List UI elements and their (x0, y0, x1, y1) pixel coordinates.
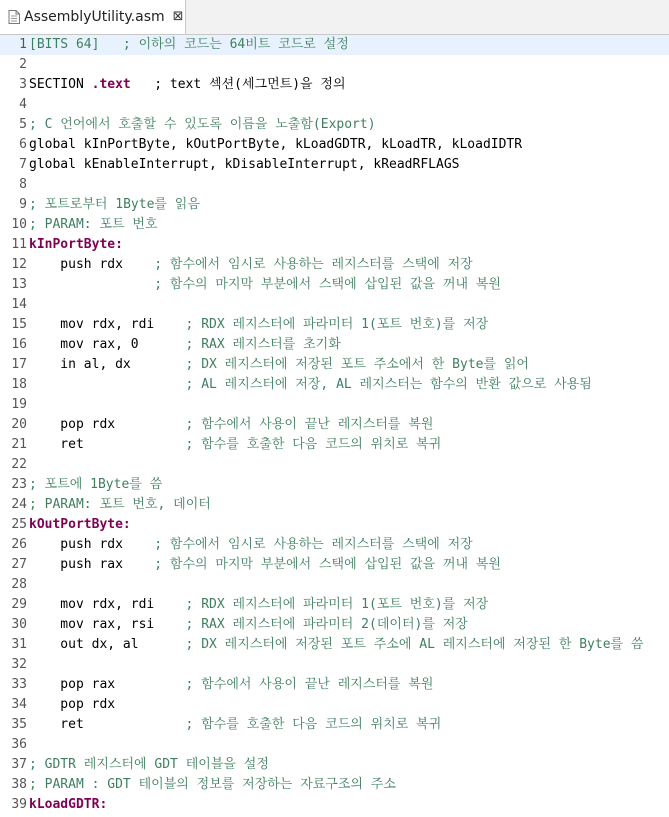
line-number: 23 (11, 477, 27, 492)
code-comment: ; PARAM : GDT 테이블의 정보를 저장하는 자료구조의 주소 (29, 777, 396, 792)
close-icon[interactable]: ⊠ (172, 9, 184, 24)
code-text (29, 675, 669, 695)
code-text (29, 475, 669, 495)
code-line[interactable] (0, 235, 669, 255)
line-number: 7 (19, 157, 27, 172)
code-comment: ; PARAM: 포트 번호, 데이터 (29, 497, 211, 512)
code-text (29, 715, 669, 735)
line-number: 16 (11, 337, 27, 352)
code-line[interactable] (0, 415, 669, 435)
code-line[interactable] (0, 455, 669, 475)
line-number: 29 (11, 597, 27, 612)
code-comment: ; C 언어에서 호출할 수 있도록 이름을 노출함(Export) (29, 117, 376, 132)
code-token (29, 277, 154, 292)
code-token: in al, dx (29, 357, 186, 372)
tab-title: AssemblyUtility.asm (24, 9, 165, 25)
code-line[interactable] (0, 535, 669, 555)
code-token: mov rax, 0 (29, 337, 186, 352)
code-token (29, 377, 186, 392)
code-line[interactable] (0, 475, 669, 495)
code-text (29, 175, 669, 195)
code-token: global kInPortByte, kOutPortByte, kLoadGDTR, kLoadTR, kLoadIDTR (29, 137, 523, 152)
code-text (29, 235, 669, 255)
code-label: kInPortByte: (29, 237, 123, 252)
code-comment: ; 포트로부터 1Byte를 읽음 (29, 197, 200, 212)
line-number: 9 (19, 197, 27, 212)
code-line[interactable] (0, 555, 669, 575)
line-number: 37 (11, 757, 27, 772)
code-text (29, 155, 669, 175)
line-number: 21 (11, 437, 27, 452)
code-token: mov rax, rsi (29, 617, 186, 632)
code-token: pop rax (29, 677, 186, 692)
code-line[interactable] (0, 635, 669, 655)
code-comment: ; 함수의 마지막 부분에서 스택에 삽입된 값을 꺼내 복원 (154, 277, 501, 292)
code-text (29, 495, 669, 515)
code-line[interactable] (0, 795, 669, 815)
line-number: 22 (11, 457, 27, 472)
code-comment: ; DX 레지스터에 저장된 포트 주소에 AL 레지스터에 저장된 한 Byte를 씀 (185, 637, 644, 652)
code-token: pop rdx (29, 417, 186, 432)
code-keyword: .text (91, 77, 131, 92)
code-line[interactable] (0, 55, 669, 75)
line-number: 8 (19, 177, 27, 192)
line-number: 35 (11, 717, 27, 732)
code-text (29, 555, 669, 575)
code-line[interactable] (0, 175, 669, 195)
code-text (29, 535, 669, 555)
line-number: 36 (11, 737, 27, 752)
line-number: 3 (19, 77, 27, 92)
code-text (29, 255, 669, 275)
code-comment: ; 함수에서 사용이 끝난 레지스터를 복원 (185, 417, 434, 432)
line-number: 26 (11, 537, 27, 552)
line-number: 5 (19, 117, 27, 132)
code-token: push rax (29, 557, 155, 572)
code-line[interactable] (0, 515, 669, 535)
code-comment: ; 함수를 호출한 다음 코드의 위치로 복귀 (185, 437, 442, 452)
code-token: SECTION (29, 77, 92, 92)
code-text (29, 515, 669, 535)
line-number: 1 (19, 37, 27, 52)
code-comment: ; 함수에서 사용이 끝난 레지스터를 복원 (185, 677, 434, 692)
code-text (29, 795, 669, 815)
code-line[interactable] (0, 195, 669, 215)
code-text (29, 315, 669, 335)
code-text (29, 95, 669, 115)
code-token: ret (29, 717, 186, 732)
code-token: push rdx (29, 257, 155, 272)
line-number: 17 (11, 357, 27, 372)
code-line[interactable] (0, 615, 669, 635)
line-number: 13 (11, 277, 27, 292)
code-line[interactable] (0, 335, 669, 355)
line-number: 34 (11, 697, 27, 712)
line-number: 14 (11, 297, 27, 312)
line-number: 28 (11, 577, 27, 592)
code-comment: ; PARAM: 포트 번호 (29, 217, 158, 232)
code-comment: ; 함수에서 임시로 사용하는 레지스터를 스택에 저장 (154, 537, 473, 552)
line-number: 30 (11, 617, 27, 632)
code-comment: ; RAX 레지스터에 파라미터 2(데이터)를 저장 (185, 617, 468, 632)
code-text (29, 215, 669, 235)
code-line[interactable] (0, 675, 669, 695)
code-text (29, 655, 669, 675)
code-comment: ; 함수에서 임시로 사용하는 레지스터를 스택에 저장 (154, 257, 473, 272)
code-text (29, 115, 669, 135)
code-text (29, 735, 669, 755)
code-text (29, 755, 669, 775)
code-text (29, 695, 669, 715)
line-number: 32 (11, 657, 27, 672)
code-text (29, 615, 669, 635)
code-text (29, 375, 669, 395)
code-comment: ; AL 레지스터에 저장, AL 레지스터는 함수의 반환 값으로 사용됨 (185, 377, 592, 392)
code-line[interactable] (0, 115, 669, 135)
code-token: ret (29, 437, 186, 452)
code-line[interactable] (0, 95, 669, 115)
line-number: 31 (11, 637, 27, 652)
code-token: global kEnableInterrupt, kDisableInterrupt, kReadRFLAGS (29, 157, 460, 172)
code-token: push rdx (29, 537, 155, 552)
code-text (29, 335, 669, 355)
line-number: 24 (11, 497, 27, 512)
code-line[interactable] (0, 735, 669, 755)
code-line[interactable] (0, 775, 669, 795)
line-number: 27 (11, 557, 27, 572)
code-text (29, 55, 669, 75)
code-label: kLoadGDTR: (29, 797, 108, 812)
code-comment: ; 함수를 호출한 다음 코드의 위치로 복귀 (185, 717, 442, 732)
tab-assembly-utility[interactable] (0, 0, 186, 34)
code-comment: ; 포트에 1Byte를 씀 (29, 477, 163, 492)
line-number: 39 (11, 797, 27, 812)
code-line[interactable] (0, 135, 669, 155)
code-line[interactable] (0, 715, 669, 735)
line-number: 4 (19, 97, 27, 112)
line-number: 12 (11, 257, 27, 272)
code-comment: ; RDX 레지스터에 파라미터 1(포트 번호)를 저장 (185, 597, 489, 612)
code-text (29, 275, 669, 295)
code-comment: [BITS 64] ; 이하의 코드는 64비트 코드로 설정 (29, 37, 349, 52)
code-line[interactable] (0, 255, 669, 275)
code-editor[interactable] (0, 35, 669, 817)
code-line[interactable] (0, 395, 669, 415)
code-token: out dx, al (29, 637, 186, 652)
editor-tab-bar (0, 0, 669, 35)
line-number: 18 (11, 377, 27, 392)
code-line[interactable] (0, 575, 669, 595)
line-number: 6 (19, 137, 27, 152)
line-number: 15 (11, 317, 27, 332)
line-number: 10 (11, 217, 27, 232)
code-text (29, 295, 669, 315)
code-comment: ; RAX 레지스터를 초기화 (185, 337, 341, 352)
code-line[interactable] (0, 435, 669, 455)
code-text (29, 635, 669, 655)
code-token: ; text 섹션(세그먼트)을 정의 (130, 77, 346, 92)
code-text (29, 455, 669, 475)
code-line[interactable] (0, 755, 669, 775)
code-text (29, 75, 669, 95)
line-number: 2 (19, 57, 27, 72)
code-line[interactable] (0, 595, 669, 615)
line-number: 33 (11, 677, 27, 692)
code-comment: ; 함수의 마지막 부분에서 스택에 삽입된 값을 꺼내 복원 (154, 557, 501, 572)
code-line[interactable] (0, 315, 669, 335)
code-line[interactable] (0, 655, 669, 675)
code-line[interactable] (0, 495, 669, 515)
code-line[interactable] (0, 295, 669, 315)
code-token: mov rdx, rdi (29, 597, 186, 612)
code-token: pop rdx (29, 697, 116, 712)
code-text (29, 435, 669, 455)
line-number: 20 (11, 417, 27, 432)
line-number: 25 (11, 517, 27, 532)
code-line[interactable] (0, 75, 669, 95)
code-text (29, 595, 669, 615)
code-token: mov rdx, rdi (29, 317, 186, 332)
code-text (29, 195, 669, 215)
code-line[interactable] (0, 215, 669, 235)
code-text (29, 415, 669, 435)
code-comment: ; DX 레지스터에 저장된 포트 주소에서 한 Byte를 읽어 (185, 357, 529, 372)
code-label: kOutPortByte: (29, 517, 131, 532)
code-line[interactable] (0, 35, 669, 55)
code-text (29, 775, 669, 795)
code-comment: ; GDTR 레지스터에 GDT 테이블을 설정 (29, 757, 269, 772)
file-icon (8, 10, 20, 24)
code-text (29, 355, 669, 375)
code-text (29, 135, 669, 155)
line-number: 19 (11, 397, 27, 412)
code-comment: ; RDX 레지스터에 파라미터 1(포트 번호)를 저장 (185, 317, 489, 332)
line-number: 38 (11, 777, 27, 792)
code-text (29, 395, 669, 415)
code-line[interactable] (0, 355, 669, 375)
code-text (29, 35, 669, 55)
code-line[interactable] (0, 155, 669, 175)
code-line[interactable] (0, 695, 669, 715)
line-number: 11 (11, 237, 27, 252)
code-line[interactable] (0, 375, 669, 395)
code-text (29, 575, 669, 595)
code-line[interactable] (0, 275, 669, 295)
